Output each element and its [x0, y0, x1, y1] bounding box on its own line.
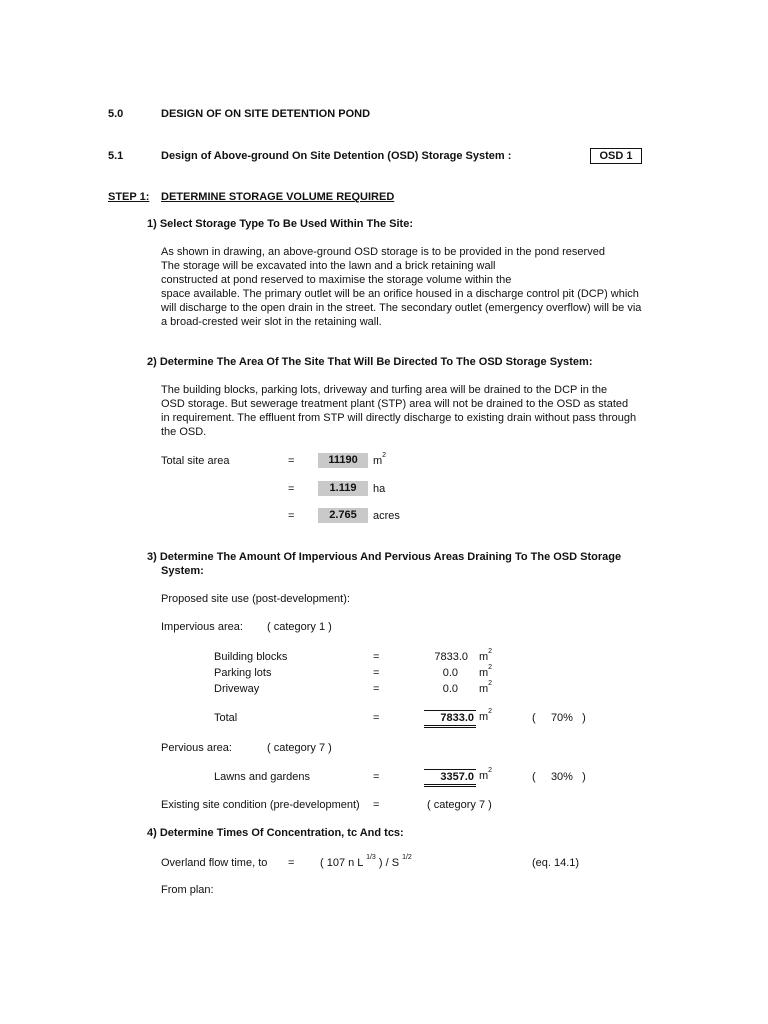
item3-heading: 3) Determine The Amount Of Impervious And Pervious Areas Draining To The OSD Storage [147, 551, 622, 563]
subsection-title: Design of Above-ground On Site Detention (OSD) Storage System : [161, 150, 512, 162]
table-row-value: 0.0 [442, 683, 458, 695]
paragraph-line: space available. The primary outlet will be an orifice housed in a discharge control pit (DCP) which [161, 288, 639, 300]
from-plan-label: From plan: [161, 884, 214, 896]
paragraph-line: OSD storage. But sewerage treatment plant (STP) area will not be drained to the OSD as stated [161, 398, 629, 410]
total-percent: ( 70% ) [532, 712, 586, 724]
item2-heading: 2) Determine The Area Of The Site That Will Be Directed To The OSD Storage System: [147, 356, 593, 368]
paragraph-line: in requirement. The effluent from STP will directly discharge to existing drain without pass through [161, 412, 637, 424]
item2-paragraph [161, 383, 636, 439]
equals-sign: = [288, 510, 295, 522]
table-row-label: Driveway [214, 683, 260, 695]
equation-reference: (eq. 14.1) [532, 857, 580, 869]
item1-heading: 1) Select Storage Type To Be Used Within The Site: [147, 218, 413, 230]
equals-sign: = [373, 667, 380, 679]
equals-sign: = [373, 799, 380, 811]
site-area-unit: acres [373, 510, 400, 522]
paragraph-line: a broad-crested weir slot in the retaining wall. [161, 316, 382, 328]
existing-condition-label: Existing site condition (pre-development) [161, 799, 360, 811]
equals-sign: = [288, 483, 295, 495]
site-area-value: 2.765 [318, 508, 368, 523]
equals-sign: = [373, 712, 380, 724]
impervious-category: ( category 1 ) [267, 621, 332, 633]
equals-sign: = [288, 455, 295, 467]
step-label: STEP 1: [108, 191, 150, 203]
table-row-label: Building blocks [214, 651, 288, 663]
table-row-label: Parking lots [214, 667, 272, 679]
paragraph-line: As shown in drawing, an above-ground OSD storage is to be provided in the pond reserved [161, 246, 605, 258]
step-title: DETERMINE STORAGE VOLUME REQUIRED [161, 191, 395, 203]
impervious-label: Impervious area: [161, 621, 243, 633]
item3-heading-cont: System: [161, 565, 204, 577]
paragraph-line: the OSD. [161, 426, 207, 438]
total-unit: $m^2$ [479, 708, 493, 723]
overland-flow-label: Overland flow time, to [161, 857, 268, 869]
site-area-unit: ha [373, 483, 386, 495]
pervious-category: ( category 7 ) [267, 742, 332, 754]
table-row-unit: $m^2$ [479, 648, 493, 663]
equals-sign: = [288, 857, 295, 869]
proposed-site-use: Proposed site use (post-development): [161, 593, 350, 605]
table-row-unit: $m^2$ [479, 664, 493, 679]
item4-heading: 4) Determine Times Of Concentration, tc And tcs: [147, 827, 404, 839]
overland-formula: ( 107 n L $^{1/3}$ ) / S $^{1/2}$ [320, 854, 412, 869]
site-area-unit: $m^2$ [373, 452, 387, 467]
table-row-value: 0.0 [442, 667, 458, 679]
equals-sign: = [373, 683, 380, 695]
lawns-label: Lawns and gardens [214, 771, 311, 783]
existing-category: ( category 7 ) [427, 799, 492, 811]
section-title: DESIGN OF ON SITE DETENTION POND [161, 108, 371, 120]
table-row-unit: $m^2$ [479, 680, 493, 695]
equals-sign: = [373, 651, 380, 663]
osd-tag-box: OSD 1 [590, 148, 642, 164]
pervious-label: Pervious area: [161, 742, 232, 754]
paragraph-line: will discharge to the open drain in the street. The secondary outlet (emergency overflow) will be via [161, 302, 642, 314]
paragraph-line: The building blocks, parking lots, driveway and turfing area will be drained to the DCP in the [161, 384, 608, 396]
lawns-unit: $m^2$ [479, 767, 493, 782]
paragraph-line: constructed at pond reserved to maximise the storage volume within the [161, 274, 512, 286]
table-row-value: 7833.0 [434, 651, 468, 663]
section-number: 5.0 [108, 108, 124, 120]
lawns-percent: ( 30% ) [532, 771, 586, 783]
paragraph-line: The storage will be excavated into the lawn and a brick retaining wall [161, 260, 496, 272]
equals-sign: = [373, 771, 380, 783]
total-value: 7833.0 [424, 710, 476, 728]
total-label: Total [214, 712, 238, 724]
lawns-value: 3357.0 [424, 769, 476, 787]
item1-paragraph [161, 245, 641, 329]
site-area-value: 1.119 [318, 481, 368, 496]
site-area-value: 11190 [318, 453, 368, 468]
subsection-number: 5.1 [108, 150, 124, 162]
site-area-label: Total site area [161, 455, 230, 467]
